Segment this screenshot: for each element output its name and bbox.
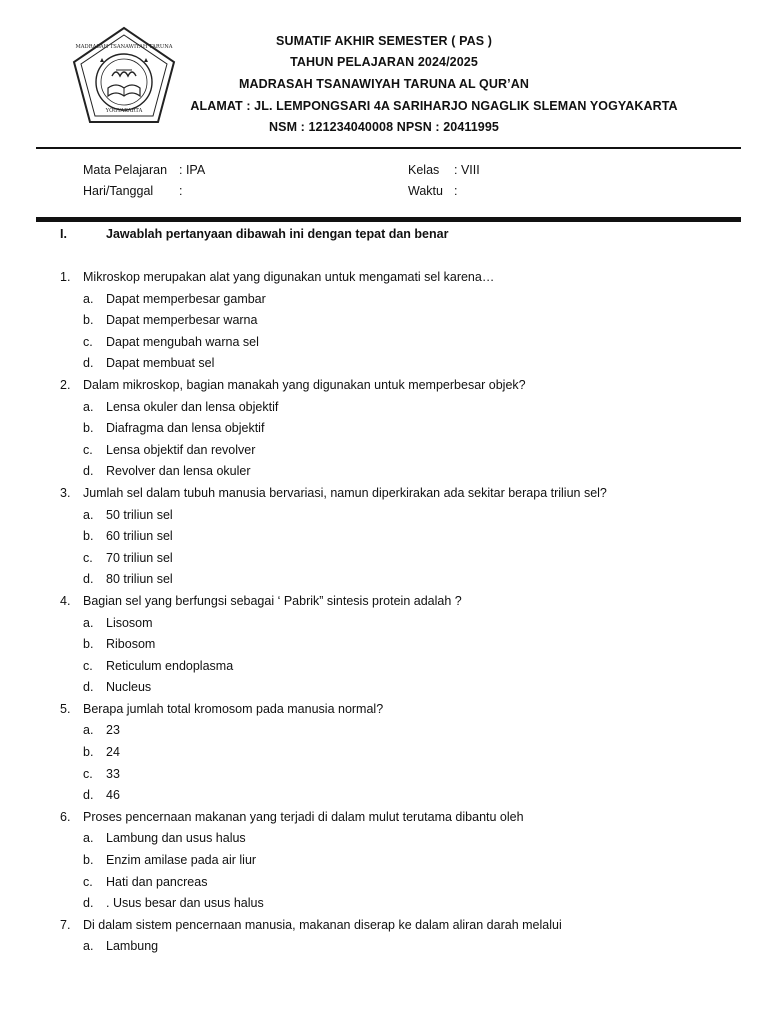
option-letter: a. xyxy=(83,831,94,846)
option-text: Lisosom xyxy=(106,615,153,630)
question-number: 4. xyxy=(60,593,71,608)
option-letter: c. xyxy=(83,334,93,349)
option-text: Lensa objektif dan revolver xyxy=(106,442,256,457)
option-letter: a. xyxy=(83,723,94,738)
answer-option xyxy=(0,421,768,443)
option-text: Dapat mengubah warna sel xyxy=(106,334,259,349)
question-text: Berapa jumlah total kromosom pada manusia normal? xyxy=(83,701,384,716)
question-row xyxy=(0,918,768,940)
question-text: Bagian sel yang berfungsi sebagai ‘ Pabrik” sintesis protein adalah ? xyxy=(83,593,462,608)
time-value: : xyxy=(454,184,458,198)
option-letter: d. xyxy=(83,356,94,371)
option-text: Nucleus xyxy=(106,680,152,695)
answer-option xyxy=(0,853,768,875)
option-letter: a. xyxy=(83,399,94,414)
question-number: 2. xyxy=(60,377,71,392)
option-text: 50 triliun sel xyxy=(106,507,173,522)
header-school-name: MADRASAH TSANAWIYAH TARUNA AL QUR’AN xyxy=(239,77,529,91)
logo-bottom-text: YOGYAKARTA xyxy=(105,108,143,114)
header-nsm-npsn: NSM : 121234040008 NPSN : 20411995 xyxy=(269,120,499,134)
option-text: Enzim amilase pada air liur xyxy=(106,853,257,868)
option-letter: b. xyxy=(83,853,94,868)
answer-option xyxy=(0,831,768,853)
option-text: . Usus besar dan usus halus xyxy=(106,896,264,911)
date-value: : xyxy=(179,184,183,198)
option-letter: a. xyxy=(83,615,94,630)
option-text: Revolver dan lensa okuler xyxy=(106,464,251,479)
answer-option xyxy=(0,680,768,702)
answer-option xyxy=(0,939,768,961)
question-text: Proses pencernaan makanan yang terjadi di dalam mulut terutama dibantu oleh xyxy=(83,809,524,824)
option-text: Dapat memperbesar gambar xyxy=(106,291,266,306)
section-title: Jawablah pertanyaan dibawah ini dengan tepat dan benar xyxy=(106,227,449,241)
question-number: 5. xyxy=(60,701,71,716)
question-text: Di dalam sistem pencernaan manusia, makanan diserap ke dalam aliran darah melalui xyxy=(83,917,562,932)
subject-value: : IPA xyxy=(179,163,206,177)
question-number: 6. xyxy=(60,809,71,824)
answer-option xyxy=(0,723,768,745)
answer-option xyxy=(0,551,768,573)
option-letter: c. xyxy=(83,874,93,889)
question-text: Dalam mikroskop, bagian manakah yang digunakan untuk memperbesar objek? xyxy=(83,377,526,392)
info-divider xyxy=(36,217,741,222)
answer-option xyxy=(0,335,768,357)
option-text: 23 xyxy=(106,723,120,738)
question-row xyxy=(0,270,768,292)
question-text: Mikroskop merupakan alat yang digunakan untuk mengamati sel karena… xyxy=(83,270,495,284)
option-text: 46 xyxy=(106,788,120,803)
answer-option xyxy=(0,637,768,659)
option-letter: a. xyxy=(83,291,94,306)
option-text: 60 triliun sel xyxy=(106,529,173,544)
answer-option xyxy=(0,745,768,767)
option-letter: b. xyxy=(83,637,94,652)
answer-option xyxy=(0,464,768,486)
question-row xyxy=(0,810,768,832)
header-address: ALAMAT : JL. LEMPONGSARI 4A SARIHARJO NGAGLIK SLEMAN YOGYAKARTA xyxy=(190,99,678,113)
option-text: Lambung xyxy=(106,939,159,954)
question-row xyxy=(0,378,768,400)
option-letter: c. xyxy=(83,766,93,781)
option-text: Reticulum endoplasma xyxy=(106,658,234,673)
option-letter: b. xyxy=(83,313,94,328)
answer-option xyxy=(0,896,768,918)
answer-option xyxy=(0,292,768,314)
option-letter: b. xyxy=(83,529,94,544)
option-text: 24 xyxy=(106,745,120,760)
question-list xyxy=(0,270,768,961)
option-text: Ribosom xyxy=(106,637,156,652)
header-divider xyxy=(36,147,741,149)
answer-option xyxy=(0,400,768,422)
option-text: Lensa okuler dan lensa objektif xyxy=(106,399,279,414)
question-text: Jumlah sel dalam tubuh manusia bervariasi, namun diperkirakan ada sekitar berapa triliun sel? xyxy=(83,485,607,500)
answer-option xyxy=(0,659,768,681)
section-number: I. xyxy=(60,227,67,241)
question-row xyxy=(0,594,768,616)
question-number: 7. xyxy=(60,917,71,932)
option-letter: c. xyxy=(83,442,93,457)
option-letter: b. xyxy=(83,421,94,436)
time-label: Waktu xyxy=(408,184,443,198)
option-text: Dapat membuat sel xyxy=(106,356,215,371)
answer-option xyxy=(0,529,768,551)
option-text: 33 xyxy=(106,766,120,781)
answer-option xyxy=(0,767,768,789)
answer-option xyxy=(0,356,768,378)
option-letter: d. xyxy=(83,788,94,803)
option-letter: b. xyxy=(83,745,94,760)
header-title: SUMATIF AKHIR SEMESTER ( PAS ) xyxy=(276,34,492,48)
question-number: 3. xyxy=(60,485,71,500)
question-row xyxy=(0,486,768,508)
option-text: 80 triliun sel xyxy=(106,572,173,587)
answer-option xyxy=(0,875,768,897)
option-letter: c. xyxy=(83,550,93,565)
answer-option xyxy=(0,616,768,638)
date-label: Hari/Tanggal xyxy=(83,184,154,198)
answer-option xyxy=(0,508,768,530)
class-label: Kelas xyxy=(408,163,440,177)
option-letter: c. xyxy=(83,658,93,673)
answer-option xyxy=(0,788,768,810)
option-text: Dapat memperbesar warna xyxy=(106,313,258,328)
logo-ring-text: MADRASAH TSANAWIYAH TARUNA xyxy=(75,44,173,50)
option-letter: d. xyxy=(83,572,94,587)
question-number: 1. xyxy=(60,270,71,284)
option-letter: a. xyxy=(83,939,94,954)
option-text: Diafragma dan lensa objektif xyxy=(106,421,265,436)
answer-option xyxy=(0,443,768,465)
answer-option xyxy=(0,572,768,594)
option-letter: d. xyxy=(83,464,94,479)
option-letter: d. xyxy=(83,896,94,911)
option-letter: d. xyxy=(83,680,94,695)
option-text: Lambung dan usus halus xyxy=(106,831,246,846)
subject-label: Mata Pelajaran xyxy=(83,163,168,177)
class-value: : VIII xyxy=(454,163,480,177)
header-academic-year: TAHUN PELAJARAN 2024/2025 xyxy=(290,55,478,69)
option-text: 70 triliun sel xyxy=(106,550,173,565)
question-row xyxy=(0,702,768,724)
option-letter: a. xyxy=(83,507,94,522)
option-text: Hati dan pancreas xyxy=(106,874,208,889)
answer-option xyxy=(0,313,768,335)
